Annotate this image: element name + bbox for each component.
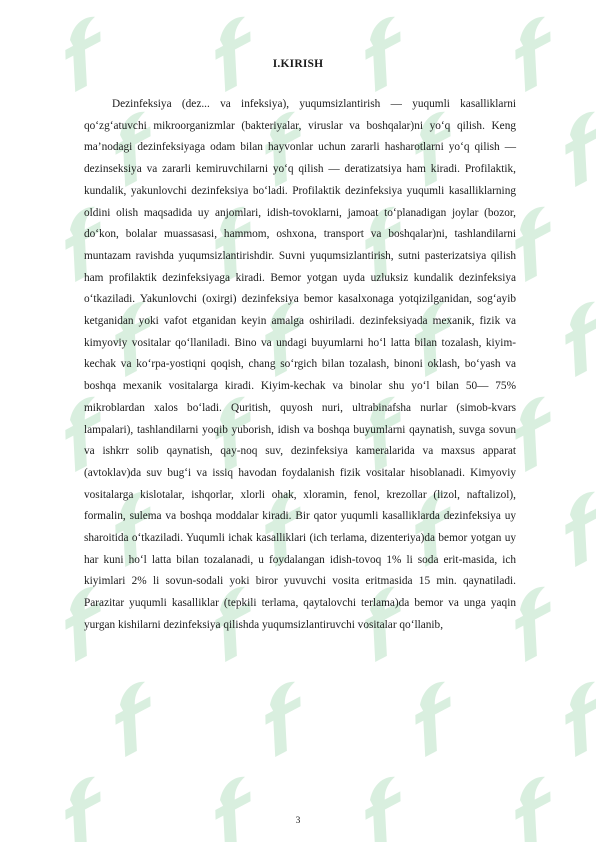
watermark-mark: [547, 489, 596, 567]
section-title: I.KIRISH: [272, 58, 324, 70]
watermark-mark: [547, 299, 596, 377]
watermark-mark: [197, 774, 272, 842]
body-paragraph: Dezinfeksiya (dez... va infeksiya), yuqumsizlantirish — yuqumli kasalliklarni qo‘zg‘atuvchi mikroorganizmlar (bakteriyalar, viruslar va boshqalar)ni yo‘q qilish. Keng ma’nodagi dezinfeksiyaga odam bilan hayvonlar uchun zararli hasharotlarni yo‘q qilish — dezinseksiya va zararli kemiruvchilarni yo‘q qilish — deratizatsiya ham kiradi. Profilaktik, kundalik, yakunlovchi dezinfeksiya bo‘ladi. Profilaktik dezinfeksiya yuqumli kasalliklarning oldini olish maqsadida uy anjomlari, idish-tovoklarni, jamoat to‘planadigan joylar (bozor, do‘kon, bolalar muassasasi, hammom, oshxona, transport va boshqalar)ni, tashlandilarni muntazam ravishda yuqumsizlantirishdir. Suvni yuqumsizlantirish, sutni pasterizatsiya qilish ham profilaktik dezinfeksiyaga kiradi. Bemor yotgan uyda uzluksiz kundalik dezinfeksiya o‘tkaziladi. Yakunlovchi (oxirgi) dezinfeksiya bemor kasalxonaga yotqizilganidan, sog‘ayib ketganidan yoki vafot etganidan keyin amalga oshiriladi. dezinfeksiyada mexanik, fizik va kimyoviy vositalar qo‘llaniladi. Bino va undagi buyumlarni ho‘l latta bilan tozalash, kiyim-kechak va ko‘rpa-yostiqni qoqish, chang so‘rgich bilan tozalash, binoni oklash, bo‘yash va boshqa mexanik vositalarga kiradi. Kiyim-kechak va binolar shu yo‘l bilan 50— 75% mikroblardan xalos bo‘ladi. Quritish, quyosh nuri, ultrabinafsha nurlar (simob-kvars lampalari), tashlandilarni yoqib yuborish, idish va boshqa buyumlarni qaynatish, suvga sovun va ishkrr solib qaynatish, qay-noq suv, dezinfeksiya kameralarida va maxsus apparat (avtoklav)da suv bug‘i va issiq havodan foydalanish fizik vositalar hisoblanadi. Kimyoviy vositalarga kislotalar, ishqorlar, xlorli ohak, xloramin, fenol, krezollar (lizol, naftalizol), formalin, sulema va boshqa moddalar kiradi. Bir qator yuqumli kasalliklarda dezinfeksiya uy sharoitida o‘tkaziladi. Yuqumli ichak kasalliklari (ich terlama, dizenteriya)da bemor yotgan uy har kuni ho‘l latta bilan tozalanadi, u foydalangan idish-tovoq 1% li soda erit-masida, ich kiyimlari 2% li sovun-sodali yoki biror yuvuvchi vosita eritmasida 15 min. qaynatiladi. Parazitar yuqumli kasalliklar (tepkili terlama, qaytalovchi terlama)da bemor va unga yaqin yurgan kishilarni dezinfeksiya qilishda yuqumsizlantiruvchi vositalar qo‘llanib,: [84, 98, 516, 631]
watermark-mark: [347, 774, 422, 842]
watermark-mark: [497, 774, 572, 842]
watermark-mark: [347, 14, 422, 92]
watermark-mark: [547, 109, 596, 187]
page-number: 3: [295, 816, 301, 826]
watermark-mark: [547, 679, 596, 757]
watermark-mark: [47, 14, 122, 92]
watermark-mark: [497, 14, 572, 92]
watermark-mark: [97, 679, 172, 757]
watermark-mark: [197, 14, 272, 92]
watermark-mark: [247, 679, 322, 757]
watermark-mark: [47, 774, 122, 842]
watermark-mark: [397, 679, 472, 757]
